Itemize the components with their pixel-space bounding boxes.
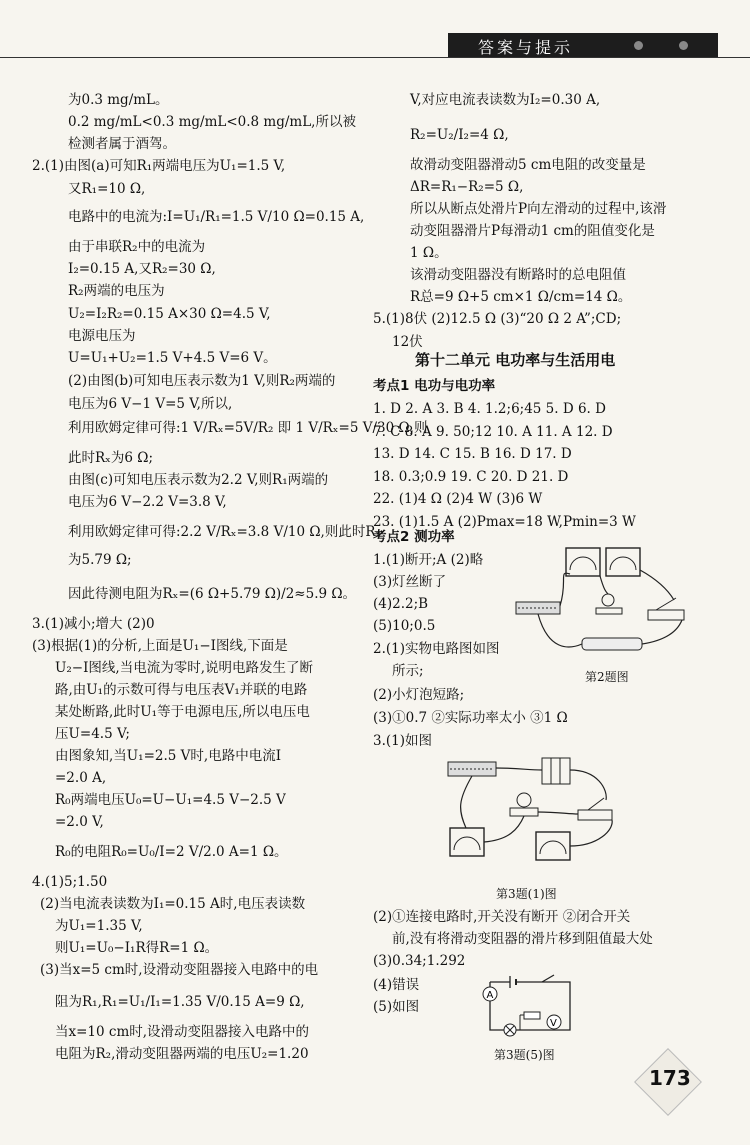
text-line: U₂=I₂R₂=0.15 A×30 Ω=4.5 V, bbox=[68, 306, 271, 322]
text-line: 所以从断点处滑片P向左滑动的过程中,该滑 bbox=[410, 201, 667, 217]
text-line: (3)灯丝断了 bbox=[373, 574, 447, 590]
text-line: (5)如图 bbox=[373, 999, 420, 1015]
text-line: 因此待测电阻为Rₓ=(6 Ω+5.79 Ω)/2≈5.9 Ω。 bbox=[68, 586, 357, 602]
text-line: 当x=10 cm时,设滑动变阻器接入电路中的 bbox=[55, 1024, 310, 1040]
text-line: R₂两端的电压为 bbox=[68, 283, 165, 299]
text-line: R₂=U₂/I₂=4 Ω, bbox=[410, 127, 509, 143]
fig3-5-caption: 第3题(5)图 bbox=[494, 1048, 555, 1062]
fig3-1-caption: 第3题(1)图 bbox=[496, 887, 557, 901]
fig2-caption: 第2题图 bbox=[585, 670, 629, 684]
text-line: 0.2 mg/mL<0.3 mg/mL<0.8 mg/mL,所以被 bbox=[68, 114, 356, 130]
page-number: 173 bbox=[649, 1066, 691, 1090]
text-line: 某处断路,此时U₁等于电源电压,所以电压电 bbox=[55, 704, 310, 720]
text-line: 动变阻器滑片P每滑动1 cm的阻值变化是 bbox=[410, 223, 655, 239]
text-line: 电路中的电流为:I=U₁/R₁=1.5 V/10 Ω=0.15 A, bbox=[68, 209, 365, 225]
text-line: 该滑动变阻器没有断路时的总电阻值 bbox=[410, 267, 626, 283]
circuit-diagram-q3-5 bbox=[480, 974, 580, 1040]
text-line: 此时Rₓ为6 Ω; bbox=[68, 450, 154, 466]
section2-title: 考点2 测功率 bbox=[373, 529, 455, 545]
text-line: 又R₁=10 Ω, bbox=[68, 181, 146, 197]
unit-title: 第十二单元 电功率与生活用电 bbox=[415, 351, 616, 369]
text-line: (2)由图(b)可知电压表示数为1 V,则R₂两端的 bbox=[68, 373, 336, 389]
text-line: R₀的电阻R₀=U₀/I=2 V/2.0 A=1 Ω。 bbox=[55, 844, 288, 860]
text-line: U₂−I图线,当电流为零时,说明电路发生了断 bbox=[55, 660, 314, 676]
text-line: 为5.79 Ω; bbox=[68, 552, 132, 568]
text-line: 由图象知,当U₁=2.5 V时,电路中电流I bbox=[55, 748, 282, 764]
text-line: 18. 0.3;0.9 19. C 20. D 21. D bbox=[373, 468, 569, 485]
text-line: 利用欧姆定律可得:1 V/Rₓ=5V/R₂ 即 1 V/Rₓ=5 V/30 Ω,则 bbox=[68, 420, 428, 436]
text-line: ΔR=R₁−R₂=5 Ω, bbox=[410, 179, 524, 195]
text-line: 1 Ω。 bbox=[410, 245, 448, 261]
header-dot-icon bbox=[679, 41, 688, 50]
text-line: 4.(1)5;1.50 bbox=[32, 874, 108, 890]
text-line: 电源电压为 bbox=[68, 328, 136, 344]
text-line: (3)①0.7 ②实际功率太小 ③1 Ω bbox=[373, 710, 568, 726]
text-line: =2.0 V, bbox=[55, 814, 104, 830]
text-line: 3.(1)减小;增大 (2)0 bbox=[32, 616, 155, 632]
text-line: (2)小灯泡短路; bbox=[373, 687, 465, 703]
text-line: 1.(1)断开;A (2)略 bbox=[373, 552, 484, 568]
text-line: 检测者属于酒驾。 bbox=[68, 136, 176, 152]
text-line: (2)当电流表读数为I₁=0.15 A时,电压表读数 bbox=[40, 896, 306, 912]
text-line: 电阻为R₂,滑动变阻器两端的电压U₂=1.20 bbox=[55, 1046, 309, 1062]
text-line: R总=9 Ω+5 cm×1 Ω/cm=14 Ω。 bbox=[410, 289, 632, 305]
header-rule bbox=[0, 57, 750, 58]
text-line: 压U=4.5 V; bbox=[55, 726, 130, 742]
text-line: I₂=0.15 A,又R₂=30 Ω, bbox=[68, 261, 216, 277]
text-line: 23. (1)1.5 A (2)Pmax=18 W,Pmin=3 W bbox=[373, 513, 636, 530]
header-title: 答案与提示 bbox=[478, 38, 574, 57]
text-line: 所示; bbox=[392, 663, 424, 679]
text-line: U=U₁+U₂=1.5 V+4.5 V=6 V。 bbox=[68, 350, 277, 366]
text-line: 22. (1)4 Ω (2)4 W (3)6 W bbox=[373, 491, 543, 507]
text-line: 为0.3 mg/mL。 bbox=[68, 92, 169, 108]
text-line: (4)错误 bbox=[373, 977, 420, 993]
text-line: 故滑动变阻器滑动5 cm电阻的改变量是 bbox=[410, 157, 646, 173]
text-line: 则U₁=U₀−I₁R得R=1 Ω。 bbox=[55, 940, 219, 956]
text-line: 7. C 8. A 9. 50;12 10. A 11. A 12. D bbox=[373, 423, 613, 440]
text-line: (2)①连接电路时,开关没有断开 ②闭合开关 bbox=[373, 909, 631, 925]
text-line: (4)2.2;B bbox=[373, 596, 429, 612]
text-line: 电压为6 V−2.2 V=3.8 V, bbox=[68, 494, 227, 510]
svg-text:A: A bbox=[486, 990, 494, 1001]
text-line: 利用欧姆定律可得:2.2 V/Rₓ=3.8 V/10 Ω,则此时Rₓ bbox=[68, 524, 382, 540]
text-line: 路,由U₁的示数可得与电压表V₁并联的电路 bbox=[55, 682, 308, 698]
text-line: V,对应电流表读数为I₂=0.30 A, bbox=[410, 92, 601, 108]
text-line: 2.(1)由图(a)可知R₁两端电压为U₁=1.5 V, bbox=[32, 158, 286, 174]
svg-text:V: V bbox=[550, 1018, 557, 1029]
text-line: (5)10;0.5 bbox=[373, 618, 436, 634]
header-dot-icon bbox=[634, 41, 643, 50]
text-line: (3)根据(1)的分析,上面是U₁−I图线,下面是 bbox=[32, 638, 288, 654]
circuit-figure-q3-1 bbox=[438, 750, 658, 875]
text-line: 13. D 14. C 15. B 16. D 17. D bbox=[373, 446, 572, 462]
text-line: 由图(c)可知电压表示数为2.2 V,则R₁两端的 bbox=[68, 472, 329, 488]
text-line: (3)0.34;1.292 bbox=[373, 953, 466, 969]
text-line: 阻为R₁,R₁=U₁/I₁=1.35 V/0.15 A=9 Ω, bbox=[55, 994, 305, 1010]
section1-title: 考点1 电功与电功率 bbox=[373, 378, 496, 394]
text-line: 12伏 bbox=[392, 334, 423, 350]
text-line: 前,没有将滑动变阻器的滑片移到阻值最大处 bbox=[392, 931, 653, 947]
text-line: 5.(1)8伏 (2)12.5 Ω (3)“20 Ω 2 A”;CD; bbox=[373, 311, 622, 327]
text-line: 3.(1)如图 bbox=[373, 733, 433, 749]
text-line: 电压为6 V−1 V=5 V,所以, bbox=[68, 396, 233, 412]
text-line: 为U₁=1.35 V, bbox=[55, 918, 143, 934]
text-line: 2.(1)实物电路图如图 bbox=[373, 641, 500, 657]
circuit-figure-q2 bbox=[498, 540, 698, 670]
text-line: R₀两端电压U₀=U−U₁=4.5 V−2.5 V bbox=[55, 792, 286, 808]
text-line: 由于串联R₂中的电流为 bbox=[68, 239, 206, 255]
text-line: 1. D 2. A 3. B 4. 1.2;6;45 5. D 6. D bbox=[373, 401, 606, 417]
text-line: (3)当x=5 cm时,设滑动变阻器接入电路中的电 bbox=[40, 962, 319, 978]
text-line: =2.0 A, bbox=[55, 770, 107, 786]
